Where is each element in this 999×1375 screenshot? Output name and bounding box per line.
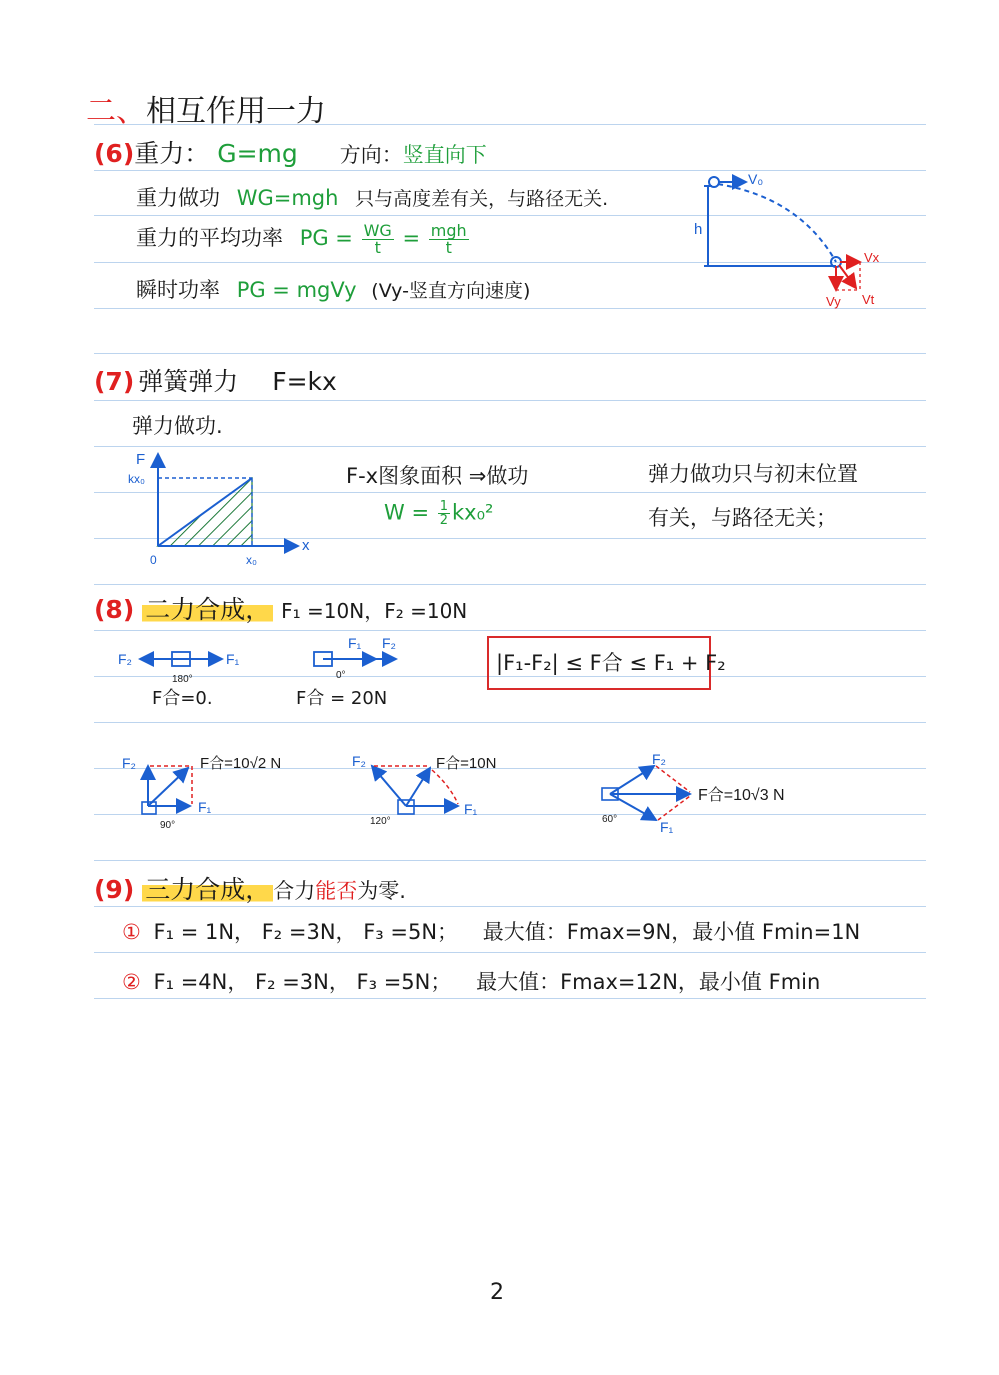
fraction-denominator: 2 <box>439 513 449 528</box>
work-formula: WG=mgh <box>236 186 339 210</box>
vx-label: Vx <box>864 250 880 265</box>
spring-formula: F=kx <box>272 367 337 396</box>
item-number: (7) <box>94 367 135 396</box>
inst-power-label: 瞬时功率 <box>136 278 220 302</box>
inst-power-formula: PG = mgVy <box>236 278 357 302</box>
f2-label: F₂ <box>352 753 366 769</box>
fx-graph <box>126 448 316 568</box>
x0-tick: x₀ <box>246 553 257 567</box>
f1-label: F₁ <box>464 801 478 817</box>
fraction-denominator: t <box>374 237 381 257</box>
spring-work-label: 弹力做功. <box>132 414 223 438</box>
angle-label: 60° <box>602 814 618 825</box>
work-note: 只与高度差有关，与路径无关. <box>355 188 609 210</box>
section-title-text: 相互作用一力 <box>146 94 326 129</box>
item-marker: ② <box>122 970 141 994</box>
item-given: F₁ =4N， F₂ =3N， F₃ =5N； <box>153 970 452 994</box>
fraction-numerator: mgh <box>430 220 467 240</box>
item-number: (9) <box>94 875 135 904</box>
three-force-heading <box>94 870 406 906</box>
gravity-label: 重力： <box>134 139 210 168</box>
x-axis-label: x <box>302 537 310 554</box>
question-pre: 合力 <box>273 879 316 903</box>
question-red: 能否 <box>315 879 358 903</box>
projectile-diagram <box>690 168 890 313</box>
half-fraction <box>438 500 450 527</box>
f-axis-label: F <box>136 451 146 468</box>
spring-label: 弹簧弹力 <box>138 367 239 396</box>
two-force-heading <box>94 590 467 626</box>
diagram-0 <box>310 628 420 686</box>
kx0-tick: kx₀ <box>128 472 145 486</box>
three-force-item-1 <box>122 916 860 946</box>
result-60: F合=10√3 N <box>698 787 785 804</box>
result-90: F合=10√2 N <box>200 755 282 772</box>
diagram-90 <box>118 748 298 832</box>
f1-label: F₁ <box>660 819 674 835</box>
angle-label: 90° <box>160 820 176 831</box>
direction-value: 竖直向下 <box>402 143 487 167</box>
result-0: F合 = 20N <box>296 688 388 709</box>
work-label: 重力做功 <box>136 186 220 210</box>
avg-power-fraction-1 <box>362 220 394 257</box>
two-force-label: 二力合成， <box>142 595 273 624</box>
diagram-120 <box>348 748 528 832</box>
diagram-180 <box>114 644 254 688</box>
avg-power-fraction-2 <box>429 220 469 257</box>
direction-label: 方向： <box>339 143 403 167</box>
gravity-work-line <box>136 182 608 212</box>
work-rest: kx₀² <box>452 500 494 525</box>
vt-label: Vt <box>862 292 875 307</box>
question-post: 为零. <box>357 879 406 903</box>
gravity-inst-power-line <box>136 274 530 304</box>
section-title <box>86 86 326 130</box>
fraction-denominator: t <box>445 237 452 257</box>
f1-label: F₁ <box>226 651 240 667</box>
gravity-avg-power-line: 重力的平均功率 PG = $\frac{WG}{t}$ = $\frac{\text{mgh}}{t}$ <box>136 220 467 257</box>
spring-work-formula <box>384 500 493 527</box>
three-force-label: 三力合成， <box>142 875 273 904</box>
area-note: F-x图象面积 ⇒做功 <box>346 464 529 488</box>
diagram-60 <box>596 748 826 838</box>
item-number: (6) <box>94 139 135 168</box>
spring-note-1: 弹力做功只与初末位置 <box>648 462 858 486</box>
angle-label: 180° <box>172 674 193 685</box>
f2-label: F₂ <box>382 635 396 651</box>
item-given: F₁ = 1N， F₂ =3N， F₃ =5N； <box>153 920 459 944</box>
angle-label: 0° <box>336 670 346 681</box>
section-title-prefix: 二、 <box>86 94 146 129</box>
angle-label: 120° <box>370 816 391 827</box>
gravity-heading <box>94 134 487 170</box>
fraction-numerator: 1 <box>439 499 449 514</box>
f2-label: F₂ <box>652 751 666 767</box>
fraction-numerator: WG <box>363 220 392 240</box>
f1-label: F₁ <box>198 799 212 815</box>
two-force-given: F₁ =10N，F₂ =10N <box>281 599 468 623</box>
inequality-text: |F₁-F₂| ≤ F合 ≤ F₁ + F₂ <box>496 651 726 675</box>
result-120: F合=10N <box>436 755 497 772</box>
origin-label: 0 <box>150 553 157 567</box>
v0-label: V₀ <box>748 171 764 187</box>
f2-label: F₂ <box>118 651 132 667</box>
item-result: 最大值：Fmax=9N，最小值 Fmin=1N <box>482 920 861 944</box>
f1-label: F₁ <box>348 635 362 651</box>
result-180: F合=0. <box>152 688 213 709</box>
item-marker: ① <box>122 920 141 944</box>
item-result: 最大值：Fmax=12N，最小值 Fmin <box>476 970 821 994</box>
avg-power-label: 重力的平均功率 <box>136 226 283 250</box>
f2-label: F₂ <box>122 755 136 771</box>
h-label: h <box>694 221 703 238</box>
gravity-formula: G=mg <box>217 139 298 168</box>
item-number: (8) <box>94 595 135 624</box>
three-force-item-2 <box>122 966 820 996</box>
vy-label: Vy <box>826 294 841 309</box>
inst-power-note: (Vy-竖直方向速度) <box>371 280 531 302</box>
page-number: 2 <box>490 1280 504 1305</box>
avg-power-lhs: PG = <box>299 226 353 250</box>
spring-heading <box>94 362 337 398</box>
work-lhs: W = <box>384 500 430 525</box>
spring-note-2: 有关，与路径无关； <box>648 506 837 530</box>
